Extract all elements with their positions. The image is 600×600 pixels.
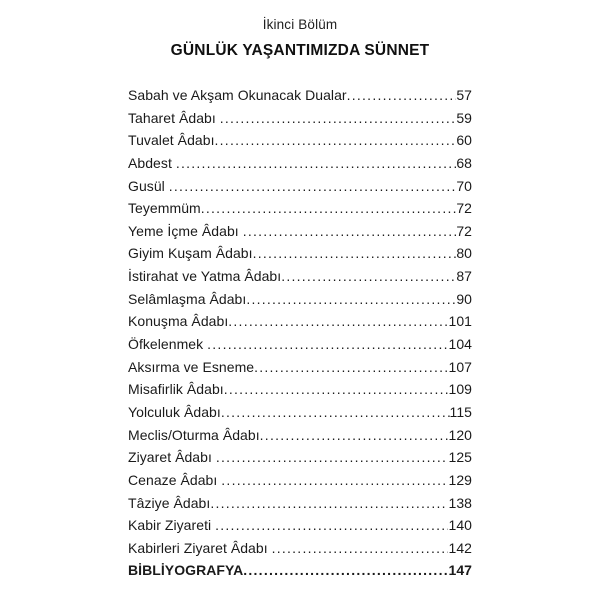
toc-entry-title: İstirahat ve Yatma Âdabı [128,268,282,285]
toc-entry-page-number: 101 [448,313,472,330]
toc-entry-title: Yolculuk Âdabı [128,403,221,420]
toc-entry[interactable] [128,356,472,379]
toc-entry[interactable] [128,84,472,107]
toc-dot-leader [243,220,457,243]
toc-entry[interactable] [128,310,472,333]
toc-entry-title: BİBLİYOGRAFYA [128,562,244,579]
toc-entry-page-number: 68 [456,154,472,171]
toc-dot-leader [215,129,457,152]
toc-entry[interactable] [128,469,472,492]
toc-entry[interactable] [128,129,472,152]
toc-dot-leader [201,197,457,220]
toc-dot-leader [224,378,449,401]
chapter-label: İkinci Bölüm [262,17,338,32]
toc-dot-leader [272,537,449,560]
toc-entry-title: Cenaze Âdabı [128,471,218,488]
toc-entry-page-number: 120 [448,426,472,443]
toc-entry-title: Kabir Ziyareti [128,517,212,534]
toc-dot-leader [243,559,448,582]
toc-entry-page-number: 104 [448,336,472,353]
toc-entry-page-number: 57 [456,87,472,103]
toc-entry-page-number: 138 [448,494,472,511]
toc-dot-leader [221,469,448,492]
toc-entry[interactable] [128,175,472,198]
toc-dot-leader [254,356,448,379]
toc-entry-page-number: 147 [448,562,472,579]
toc-entry-page-number: 59 [456,109,472,126]
toc-dot-leader [210,492,448,515]
toc-entry[interactable] [128,401,472,424]
toc-entry-title: Selâmlaşma Âdabı [128,290,247,307]
toc-entry[interactable] [128,220,472,243]
toc-entry-page-number: 142 [448,539,472,556]
toc-dot-leader [260,424,449,447]
toc-dot-leader [216,446,449,469]
toc-dot-leader [207,333,448,356]
toc-entry-title: Taharet Âdabı [128,109,216,126]
toc-dot-leader [215,514,448,537]
toc-entry-page-number: 70 [456,177,472,194]
toc-entry-title: Konuşma Âdabı [128,313,229,330]
toc-entry-page-number: 115 [449,403,472,420]
toc-entry-page-number: 87 [456,268,472,285]
toc-entry[interactable] [128,446,472,469]
toc-entry[interactable] [128,197,472,220]
toc-entry-title: Ziyaret Âdabı [128,449,212,466]
table-of-contents [128,84,472,582]
toc-entry-page-number: 129 [448,471,472,488]
toc-entry[interactable] [128,265,472,288]
toc-entry[interactable] [128,559,472,582]
toc-entry[interactable] [128,242,472,265]
toc-entry-page-number: 90 [456,290,472,307]
toc-dot-leader [228,310,448,333]
toc-entry-page-number: 107 [448,358,472,375]
toc-entry-page-number: 72 [456,200,472,217]
toc-entry-title: Öfkelenmek [128,336,204,353]
toc-entry-page-number: 60 [456,132,472,149]
toc-entry[interactable] [128,537,472,560]
toc-entry[interactable] [128,107,472,130]
toc-entry-title: Sabah ve Akşam Okunacak Dualar [128,87,347,103]
page-title: GÜNLÜK YAŞANTIMIZDA SÜNNET [170,42,430,59]
toc-entry-title: Aksırma ve Esneme [128,358,255,375]
toc-entry[interactable] [128,424,472,447]
toc-entry-title: Misafirlik Âdabı [128,381,224,398]
toc-entry-page-number: 80 [456,245,472,262]
toc-entry-title: Yeme İçme Âdabı [128,222,239,239]
page-header [0,0,600,60]
toc-dot-leader [176,152,456,175]
toc-entry[interactable] [128,333,472,356]
toc-entry-title: Giyim Kuşam Âdabı [128,245,253,262]
toc-entry[interactable] [128,152,472,175]
toc-entry-page-number: 109 [448,381,472,398]
toc-entry-page-number: 125 [448,449,472,466]
toc-entry-title: Abdest [128,154,172,171]
toc-entry-title: Kabirleri Ziyaret Âdabı [128,539,268,556]
toc-entry-title: Teyemmüm [128,200,201,217]
toc-dot-leader [221,401,450,424]
toc-dot-leader [253,242,457,265]
toc-entry[interactable] [128,514,472,537]
toc-entry[interactable] [128,492,472,515]
toc-entry-page-number: 72 [456,222,472,239]
toc-entry-title: Gusül [128,177,165,194]
toc-dot-leader [220,107,457,130]
toc-dot-leader [347,84,457,107]
toc-dot-leader [169,175,457,198]
toc-entry-page-number: 140 [448,517,472,534]
toc-entry[interactable] [128,378,472,401]
toc-dot-leader [246,288,456,311]
toc-entry-title: Meclis/Oturma Âdabı [128,426,260,443]
toc-entry-title: Tuvalet Âdabı [128,132,215,149]
toc-dot-leader [281,265,456,288]
toc-entry-title: Tâziye Âdabı [128,494,211,511]
toc-entry[interactable] [128,288,472,311]
